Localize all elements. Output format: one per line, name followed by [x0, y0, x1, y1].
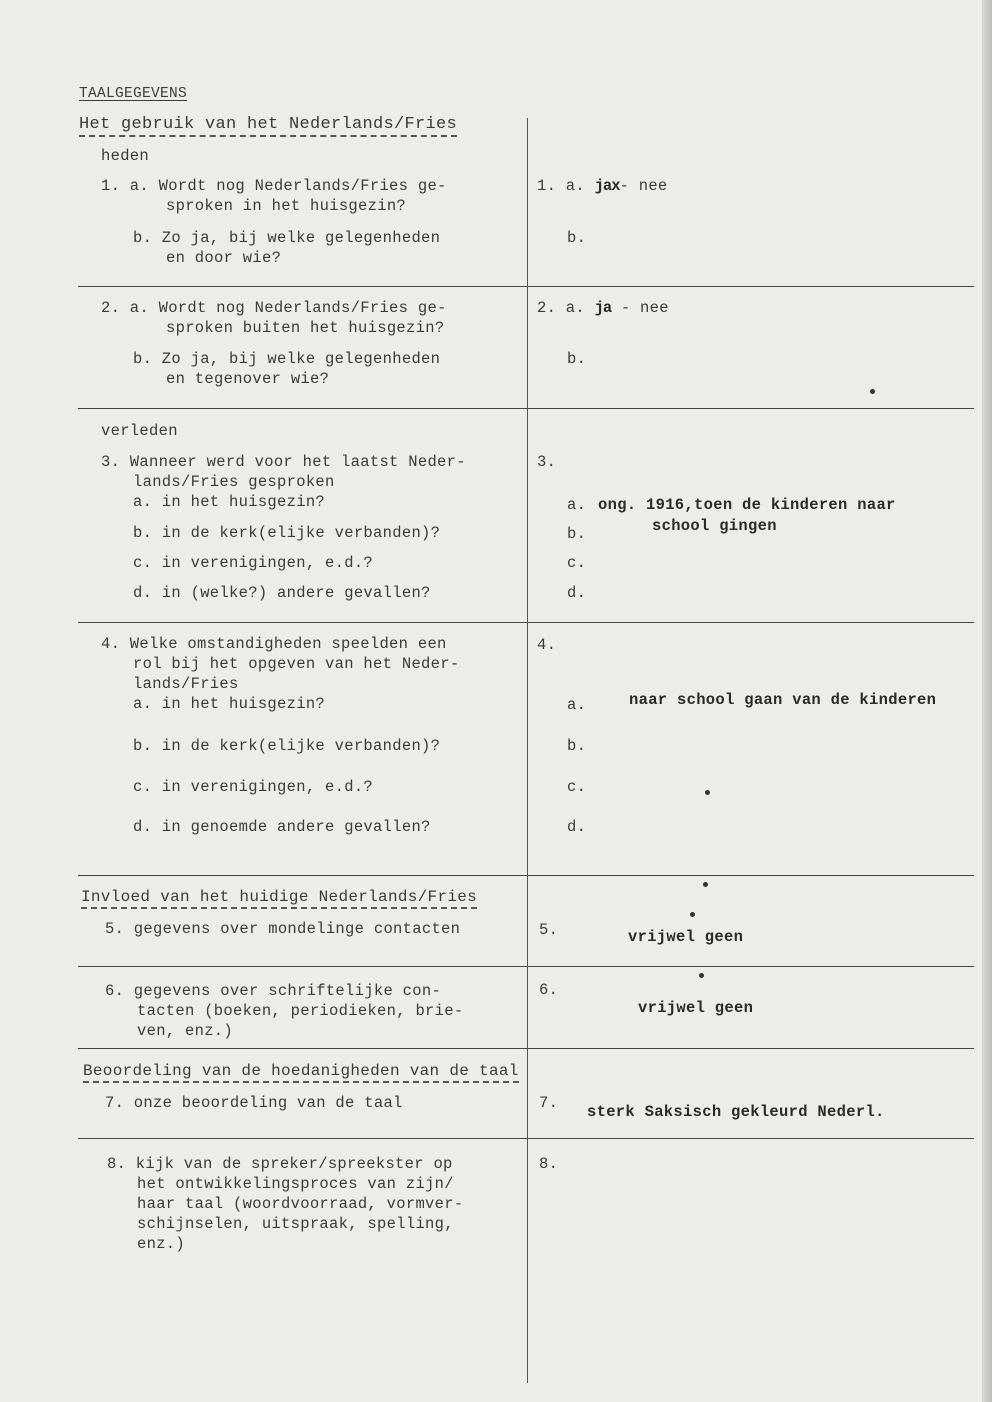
q8-line3: haar taal (woordvoorraad, vormver- — [137, 1195, 464, 1213]
section-heading-usage: Het gebruik van het Nederlands/Fries — [79, 115, 457, 135]
a3-a-answer-line2: school gingen — [652, 517, 777, 535]
q6-line1: 6. gegevens over schriftelijke con- — [105, 982, 442, 1000]
q8-line1: 8. kijk van de spreker/spreekster op — [107, 1155, 453, 1173]
a3-c-label: c. — [567, 554, 587, 572]
q1-a-line1: 1. a. Wordt nog Nederlands/Fries ge- — [101, 177, 447, 195]
q4-d: d. in genoemde andere gevallen? — [133, 818, 431, 836]
page-edge-shadow — [982, 0, 992, 1402]
q4-line2: rol bij het opgeven van het Neder- — [133, 655, 460, 673]
row-divider — [78, 1048, 974, 1049]
form-title: TAALGEGEVENS — [79, 86, 188, 102]
ink-dot — [690, 912, 695, 917]
a3-number: 3. — [537, 453, 557, 471]
a1-b-label: b. — [567, 229, 587, 247]
q2-b-line1: b. Zo ja, bij welke gelegenheden — [133, 350, 441, 368]
a4-c-label: c. — [567, 778, 587, 796]
q5-line1: 5. gegevens over mondelinge contacten — [105, 920, 461, 938]
row-divider — [78, 622, 974, 623]
a2-answer: 2. a. ja - nee — [537, 299, 669, 317]
a3-a-label: a. — [567, 496, 587, 514]
a3-b-label: b. — [567, 525, 587, 543]
a5-number: 5. — [539, 921, 559, 939]
q1-b-line2: en door wie? — [166, 249, 282, 267]
subheading-present: heden — [101, 147, 150, 165]
q1-a-line2: sproken in het huisgezin? — [166, 197, 407, 215]
ink-dot — [699, 973, 704, 978]
a4-a-label: a. — [567, 696, 587, 714]
q6-line3: ven, enz.) — [137, 1022, 234, 1040]
q3-a: a. in het huisgezin? — [133, 493, 326, 511]
q3-d: d. in (welke?) andere gevallen? — [133, 584, 431, 602]
q3-line1: 3. Wanneer werd voor het laatst Neder- — [101, 453, 466, 471]
q4-line1: 4. Welke omstandigheden speelden een — [101, 635, 447, 653]
q2-b-line2: en tegenover wie? — [166, 370, 330, 388]
q3-line2: lands/Fries gesproken — [133, 473, 335, 491]
q4-c: c. in verenigingen, e.d.? — [133, 778, 374, 796]
a7-answer: sterk Saksisch gekleurd Nederl. — [587, 1103, 885, 1121]
section-heading-influence: Invloed van het huidige Nederlands/Fries — [81, 887, 477, 907]
struck-ja: jax — [594, 177, 620, 195]
q3-b: b. in de kerk(elijke verbanden)? — [133, 524, 441, 542]
q4-b: b. in de kerk(elijke verbanden)? — [133, 737, 441, 755]
q2-a-line1: 2. a. Wordt nog Nederlands/Fries ge- — [101, 299, 447, 317]
row-divider — [78, 875, 974, 876]
ink-dot — [703, 882, 708, 887]
a3-a-answer-line1: ong. 1916,toen de kinderen naar — [598, 496, 896, 514]
row-divider — [78, 408, 974, 409]
ink-dot — [705, 790, 710, 795]
q8-line5: enz.) — [137, 1235, 186, 1253]
a2-b-label: b. — [567, 350, 587, 368]
q3-c: c. in verenigingen, e.d.? — [133, 554, 374, 572]
a4-number: 4. — [537, 636, 557, 654]
a4-b-label: b. — [567, 737, 587, 755]
q6-line2: tacten (boeken, periodieken, brie- — [137, 1002, 464, 1020]
q7-line1: 7. onze beoordeling van de taal — [105, 1094, 403, 1112]
a4-d-label: d. — [567, 818, 587, 836]
a7-number: 7. — [539, 1094, 559, 1112]
a8-number: 8. — [539, 1155, 559, 1173]
q2-a-line2: sproken buiten het huisgezin? — [166, 319, 445, 337]
q1-b-line1: b. Zo ja, bij welke gelegenheden — [133, 229, 441, 247]
a6-number: 6. — [539, 981, 559, 999]
ink-dot — [870, 389, 875, 394]
struck-ja: ja — [594, 299, 612, 317]
row-divider — [78, 1138, 974, 1139]
a3-d-label: d. — [567, 584, 587, 602]
section-heading-assessment: Beoordeling van de hoedanigheden van de taal — [83, 1061, 519, 1081]
column-divider — [527, 118, 528, 1383]
a5-answer: vrijwel geen — [628, 928, 744, 946]
q4-line3: lands/Fries — [133, 675, 239, 693]
a6-answer: vrijwel geen — [638, 999, 754, 1017]
subheading-past: verleden — [101, 422, 178, 440]
q8-line4: schijnselen, uitspraak, spelling, — [137, 1215, 454, 1233]
row-divider — [78, 286, 974, 287]
a1-answer: 1. a. jax- nee — [537, 177, 668, 195]
a4-a-answer: naar school gaan van de kinderen — [629, 691, 937, 709]
q8-line2: het ontwikkelingsproces van zijn/ — [137, 1175, 454, 1193]
row-divider — [78, 966, 974, 967]
q4-a: a. in het huisgezin? — [133, 695, 326, 713]
